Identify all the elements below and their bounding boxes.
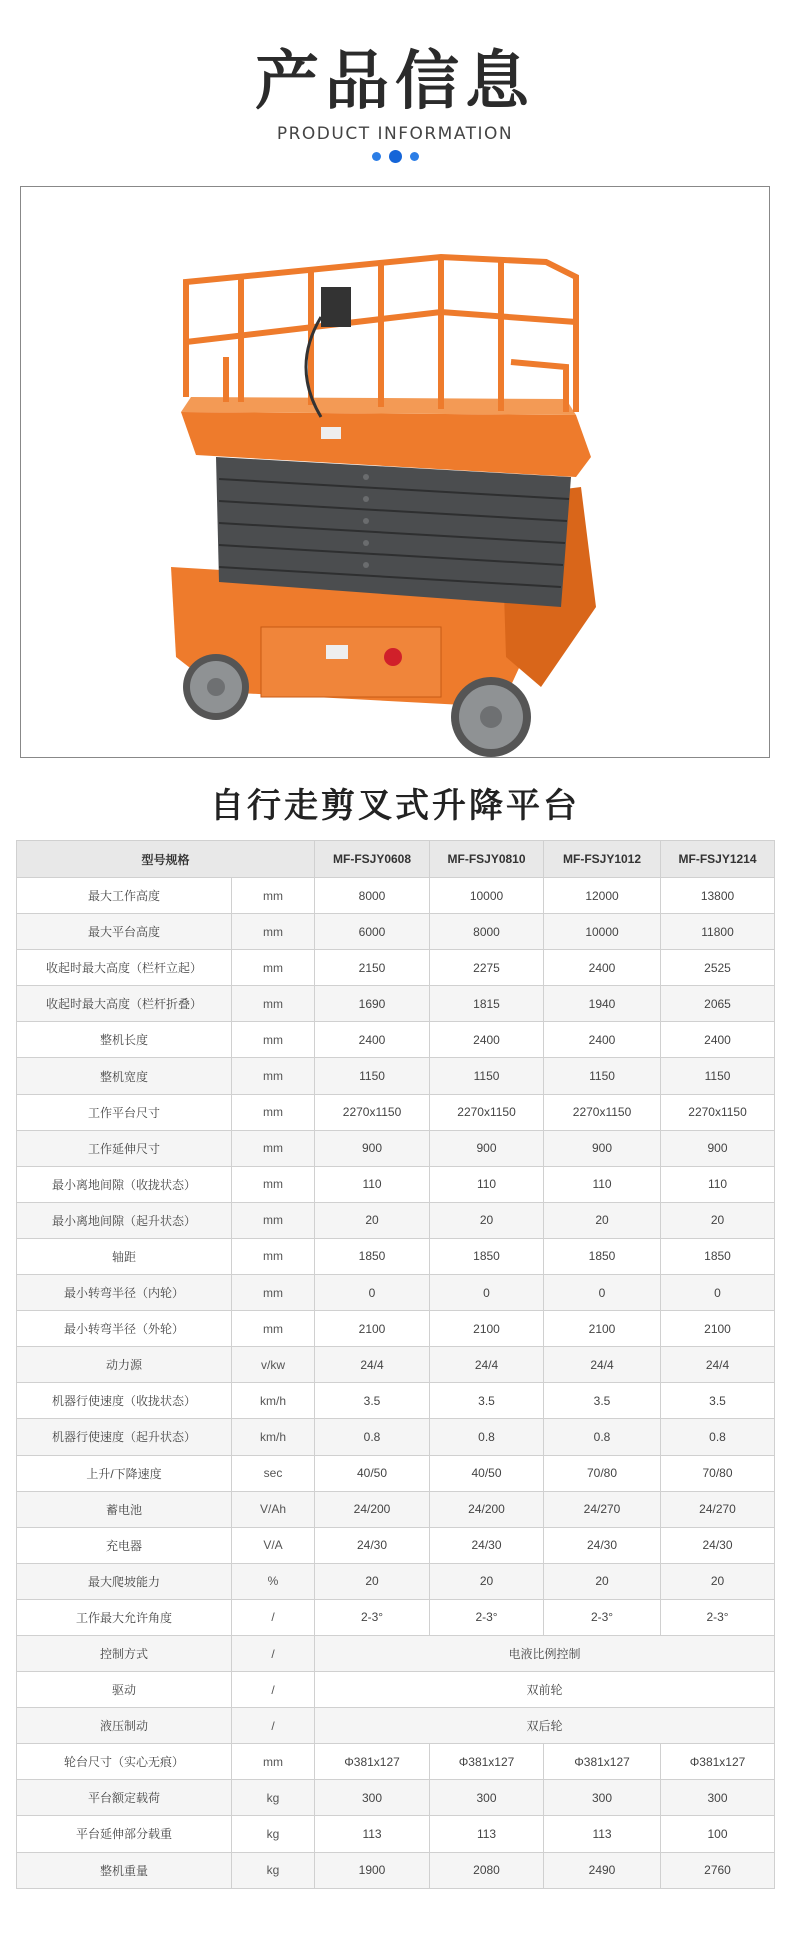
- spec-value-cell: 24/4: [661, 1347, 775, 1383]
- label-sticker: [326, 645, 348, 659]
- spec-name-cell: 整机重量: [17, 1852, 232, 1888]
- spec-value-cell: 0.8: [430, 1419, 544, 1455]
- spec-value-cell: 24/30: [544, 1527, 661, 1563]
- spec-value-cell: 2525: [661, 950, 775, 986]
- table-row: [17, 1166, 775, 1202]
- table-row: [17, 1311, 775, 1347]
- table-header-row: [17, 841, 775, 878]
- spec-unit-cell: V/Ah: [232, 1491, 315, 1527]
- spec-name-cell: 工作平台尺寸: [17, 1094, 232, 1130]
- spec-name-cell: 动力源: [17, 1347, 232, 1383]
- spec-unit-cell: mm: [232, 1058, 315, 1094]
- table-row: [17, 914, 775, 950]
- spec-value-cell: 1940: [544, 986, 661, 1022]
- spec-value-cell: 20: [544, 1202, 661, 1238]
- spec-value-cell: 20: [544, 1563, 661, 1599]
- spec-unit-cell: kg: [232, 1852, 315, 1888]
- table-row: [17, 950, 775, 986]
- spec-unit-cell: mm: [232, 878, 315, 914]
- spec-value-cell: 24/4: [430, 1347, 544, 1383]
- spec-value-cell: 100: [661, 1816, 775, 1852]
- spec-value-cell: 2080: [430, 1852, 544, 1888]
- spec-value-cell: 20: [661, 1202, 775, 1238]
- spec-value-cell: 2400: [544, 950, 661, 986]
- spec-unit-cell: /: [232, 1635, 315, 1671]
- spec-name-cell: 收起时最大高度（栏杆折叠）: [17, 986, 232, 1022]
- spec-value-cell: 0: [430, 1275, 544, 1311]
- spec-value-cell: 1850: [661, 1238, 775, 1274]
- table-row: [17, 1419, 775, 1455]
- spec-value-cell: 1150: [315, 1058, 430, 1094]
- table-row: [17, 1708, 775, 1744]
- table-row: [17, 1744, 775, 1780]
- dot-decoration: [372, 152, 381, 161]
- spec-name-cell: 整机长度: [17, 1022, 232, 1058]
- spec-value-cell: 40/50: [315, 1455, 430, 1491]
- page-title: 产品信息: [255, 45, 535, 119]
- table-row: [17, 1383, 775, 1419]
- model-header-cell: MF-FSJY0608: [315, 841, 430, 878]
- table-row: [17, 1275, 775, 1311]
- spec-unit-cell: mm: [232, 986, 315, 1022]
- spec-value-cell: 300: [430, 1780, 544, 1816]
- page-header: [0, 0, 790, 175]
- table-row: [17, 1635, 775, 1671]
- spec-value-cell: 10000: [544, 914, 661, 950]
- spec-value-cell: 3.5: [315, 1383, 430, 1419]
- spec-value-cell: 0.8: [544, 1419, 661, 1455]
- spec-table-body: [17, 841, 775, 1889]
- spec-value-cell: 6000: [315, 914, 430, 950]
- spec-unit-cell: mm: [232, 950, 315, 986]
- spec-value-cell: 110: [315, 1166, 430, 1202]
- spec-value-cell: 1150: [661, 1058, 775, 1094]
- spec-unit-cell: mm: [232, 1238, 315, 1274]
- spec-value-cell: 0: [661, 1275, 775, 1311]
- spec-unit-cell: mm: [232, 1202, 315, 1238]
- spec-name-cell: 平台额定载荷: [17, 1780, 232, 1816]
- table-row: [17, 1238, 775, 1274]
- spec-value-cell: 双前轮: [315, 1672, 775, 1708]
- spec-value-cell: 0: [315, 1275, 430, 1311]
- table-row: [17, 1563, 775, 1599]
- spec-value-cell: 2760: [661, 1852, 775, 1888]
- spec-value-cell: 20: [430, 1563, 544, 1599]
- model-header-cell: MF-FSJY0810: [430, 841, 544, 878]
- spec-value-cell: 900: [544, 1130, 661, 1166]
- spec-value-cell: 3.5: [661, 1383, 775, 1419]
- spec-name-cell: 最小离地间隙（收拢状态）: [17, 1166, 232, 1202]
- spec-unit-cell: V/A: [232, 1527, 315, 1563]
- spec-value-cell: 2490: [544, 1852, 661, 1888]
- spec-value-cell: 110: [430, 1166, 544, 1202]
- spec-value-cell: 110: [661, 1166, 775, 1202]
- spec-value-cell: Φ381x127: [661, 1744, 775, 1780]
- table-row: [17, 1130, 775, 1166]
- dot-decoration: [389, 150, 402, 163]
- spec-value-cell: 2-3°: [430, 1599, 544, 1635]
- table-row: [17, 1202, 775, 1238]
- spec-name-cell: 液压制动: [17, 1708, 232, 1744]
- spec-value-cell: 1690: [315, 986, 430, 1022]
- spec-name-cell: 最大工作高度: [17, 878, 232, 914]
- model-header-cell: MF-FSJY1012: [544, 841, 661, 878]
- spec-value-cell: 2270x1150: [430, 1094, 544, 1130]
- guard-rails: [186, 257, 576, 412]
- spec-name-cell: 工作延伸尺寸: [17, 1130, 232, 1166]
- spec-value-cell: 20: [315, 1563, 430, 1599]
- spec-value-cell: 2275: [430, 950, 544, 986]
- spec-value-cell: 2100: [661, 1311, 775, 1347]
- spec-value-cell: 24/4: [315, 1347, 430, 1383]
- spec-value-cell: 24/200: [430, 1491, 544, 1527]
- spec-value-cell: 300: [661, 1780, 775, 1816]
- spec-name-cell: 平台延伸部分载重: [17, 1816, 232, 1852]
- title-dots: [0, 150, 790, 163]
- spec-value-cell: 24/270: [661, 1491, 775, 1527]
- model-header-cell: MF-FSJY1214: [661, 841, 775, 878]
- spec-unit-cell: mm: [232, 1094, 315, 1130]
- table-row: [17, 1780, 775, 1816]
- spec-value-cell: 11800: [661, 914, 775, 950]
- spec-table: [16, 840, 775, 1889]
- table-row: [17, 1527, 775, 1563]
- spec-value-cell: 2100: [315, 1311, 430, 1347]
- spec-unit-cell: sec: [232, 1455, 315, 1491]
- table-row: [17, 1455, 775, 1491]
- spec-name-cell: 最小离地间隙（起升状态）: [17, 1202, 232, 1238]
- spec-unit-cell: mm: [232, 1166, 315, 1202]
- spec-unit-cell: mm: [232, 1275, 315, 1311]
- spec-header-cell: 型号规格: [17, 841, 315, 878]
- spec-value-cell: 2400: [661, 1022, 775, 1058]
- spec-value-cell: 1850: [430, 1238, 544, 1274]
- spec-value-cell: 12000: [544, 878, 661, 914]
- spec-value-cell: 2100: [544, 1311, 661, 1347]
- spec-value-cell: 电液比例控制: [315, 1635, 775, 1671]
- spec-value-cell: 110: [544, 1166, 661, 1202]
- dot-decoration: [410, 152, 419, 161]
- spec-value-cell: 300: [544, 1780, 661, 1816]
- table-row: [17, 1347, 775, 1383]
- spec-value-cell: 13800: [661, 878, 775, 914]
- table-row: [17, 1058, 775, 1094]
- spec-value-cell: 24/200: [315, 1491, 430, 1527]
- spec-name-cell: 机器行使速度（起升状态）: [17, 1419, 232, 1455]
- spec-value-cell: 2-3°: [315, 1599, 430, 1635]
- spec-value-cell: 2065: [661, 986, 775, 1022]
- spec-value-cell: 20: [430, 1202, 544, 1238]
- spec-value-cell: 1150: [544, 1058, 661, 1094]
- spec-value-cell: 0: [544, 1275, 661, 1311]
- spec-value-cell: 2400: [315, 1022, 430, 1058]
- spec-unit-cell: km/h: [232, 1419, 315, 1455]
- spec-name-cell: 轴距: [17, 1238, 232, 1274]
- spec-value-cell: 20: [315, 1202, 430, 1238]
- spec-value-cell: Φ381x127: [544, 1744, 661, 1780]
- spec-value-cell: 900: [315, 1130, 430, 1166]
- spec-value-cell: 20: [661, 1563, 775, 1599]
- spec-name-cell: 最大爬坡能力: [17, 1563, 232, 1599]
- spec-name-cell: 蓄电池: [17, 1491, 232, 1527]
- spec-value-cell: 2270x1150: [544, 1094, 661, 1130]
- spec-value-cell: 2270x1150: [315, 1094, 430, 1130]
- spec-value-cell: 113: [315, 1816, 430, 1852]
- spec-value-cell: 0.8: [661, 1419, 775, 1455]
- spec-value-cell: Φ381x127: [315, 1744, 430, 1780]
- spec-value-cell: 24/30: [661, 1527, 775, 1563]
- spec-value-cell: 70/80: [661, 1455, 775, 1491]
- spec-name-cell: 收起时最大高度（栏杆立起）: [17, 950, 232, 986]
- spec-name-cell: 整机宽度: [17, 1058, 232, 1094]
- spec-name-cell: 上升/下降速度: [17, 1455, 232, 1491]
- spec-value-cell: 2-3°: [661, 1599, 775, 1635]
- spec-unit-cell: mm: [232, 914, 315, 950]
- spec-value-cell: 24/4: [544, 1347, 661, 1383]
- spec-value-cell: 1900: [315, 1852, 430, 1888]
- spec-value-cell: 2400: [544, 1022, 661, 1058]
- spec-value-cell: 1850: [315, 1238, 430, 1274]
- spec-value-cell: 2100: [430, 1311, 544, 1347]
- spec-unit-cell: mm: [232, 1744, 315, 1780]
- spec-value-cell: 24/30: [315, 1527, 430, 1563]
- spec-value-cell: 900: [661, 1130, 775, 1166]
- spec-value-cell: 10000: [430, 878, 544, 914]
- spec-unit-cell: mm: [232, 1311, 315, 1347]
- spec-name-cell: 充电器: [17, 1527, 232, 1563]
- spec-unit-cell: km/h: [232, 1383, 315, 1419]
- spec-value-cell: 24/30: [430, 1527, 544, 1563]
- spec-unit-cell: mm: [232, 1130, 315, 1166]
- spec-value-cell: 3.5: [430, 1383, 544, 1419]
- table-row: [17, 1816, 775, 1852]
- emergency-button: [384, 648, 402, 666]
- spec-value-cell: Φ381x127: [430, 1744, 544, 1780]
- spec-value-cell: 900: [430, 1130, 544, 1166]
- spec-unit-cell: /: [232, 1708, 315, 1744]
- spec-value-cell: 70/80: [544, 1455, 661, 1491]
- spec-value-cell: 2400: [430, 1022, 544, 1058]
- spec-value-cell: 1815: [430, 986, 544, 1022]
- spec-name-cell: 最大平台高度: [17, 914, 232, 950]
- spec-value-cell: 双后轮: [315, 1708, 775, 1744]
- page-subtitle: PRODUCT INFORMATION: [276, 124, 514, 144]
- spec-name-cell: 驱动: [17, 1672, 232, 1708]
- spec-value-cell: 2150: [315, 950, 430, 986]
- spec-value-cell: 0.8: [315, 1419, 430, 1455]
- table-row: [17, 1094, 775, 1130]
- table-row: [17, 986, 775, 1022]
- spec-name-cell: 最小转弯半径（内轮）: [17, 1275, 232, 1311]
- model-series-title: 自行走剪叉式升降平台: [210, 786, 580, 826]
- spec-value-cell: 2270x1150: [661, 1094, 775, 1130]
- spec-value-cell: 300: [315, 1780, 430, 1816]
- spec-value-cell: 113: [544, 1816, 661, 1852]
- spec-unit-cell: /: [232, 1599, 315, 1635]
- spec-unit-cell: %: [232, 1563, 315, 1599]
- product-photo: [20, 186, 770, 758]
- spec-value-cell: 2-3°: [544, 1599, 661, 1635]
- table-row: [17, 878, 775, 914]
- spec-value-cell: 3.5: [544, 1383, 661, 1419]
- spec-name-cell: 机器行使速度（收拢状态）: [17, 1383, 232, 1419]
- spec-unit-cell: /: [232, 1672, 315, 1708]
- spec-unit-cell: mm: [232, 1022, 315, 1058]
- spec-value-cell: 1150: [430, 1058, 544, 1094]
- spec-value-cell: 1850: [544, 1238, 661, 1274]
- spec-name-cell: 最小转弯半径（外轮）: [17, 1311, 232, 1347]
- control-box: [321, 287, 351, 327]
- spec-value-cell: 113: [430, 1816, 544, 1852]
- spec-unit-cell: v/kw: [232, 1347, 315, 1383]
- table-row: [17, 1599, 775, 1635]
- battery-compartment: [261, 627, 441, 697]
- table-row: [17, 1672, 775, 1708]
- spec-name-cell: 轮台尺寸（实心无痕）: [17, 1744, 232, 1780]
- spec-value-cell: 8000: [430, 914, 544, 950]
- scissor-lift-illustration: [21, 187, 769, 757]
- spec-value-cell: 24/270: [544, 1491, 661, 1527]
- spec-unit-cell: kg: [232, 1816, 315, 1852]
- table-row: [17, 1852, 775, 1888]
- spec-unit-cell: kg: [232, 1780, 315, 1816]
- table-row: [17, 1491, 775, 1527]
- spec-value-cell: 8000: [315, 878, 430, 914]
- spec-name-cell: 工作最大允许角度: [17, 1599, 232, 1635]
- table-row: [17, 1022, 775, 1058]
- spec-name-cell: 控制方式: [17, 1635, 232, 1671]
- spec-value-cell: 40/50: [430, 1455, 544, 1491]
